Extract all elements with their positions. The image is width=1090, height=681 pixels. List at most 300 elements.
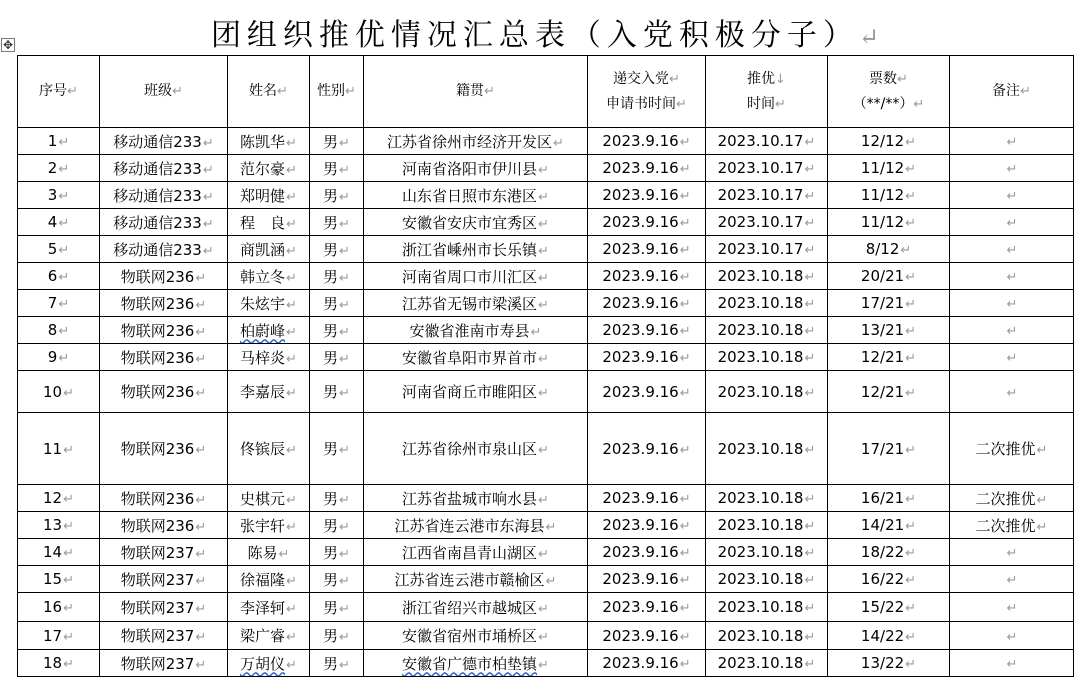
cell-gender[interactable] <box>310 413 364 485</box>
paragraph-mark-icon: ↵ <box>286 189 297 205</box>
cell-name[interactable] <box>228 512 310 539</box>
cell-apply[interactable] <box>588 209 706 236</box>
cell-apply[interactable] <box>588 128 706 155</box>
cell-name-text: 梁广睿 <box>240 627 286 645</box>
cell-apply-text: 2023.9.16 <box>602 294 679 312</box>
cell-name[interactable] <box>228 371 310 413</box>
cell-origin[interactable] <box>364 317 588 344</box>
cell-class-text: 物联网236 <box>120 489 195 508</box>
cell-votes[interactable] <box>828 566 950 593</box>
cell-class[interactable] <box>100 344 228 371</box>
cell-class-text: 移动通信233 <box>113 159 202 178</box>
cell-apply[interactable] <box>588 512 706 539</box>
cell-gender[interactable] <box>310 317 364 344</box>
cell-remark[interactable] <box>950 485 1074 512</box>
paragraph-mark-icon: ↵ <box>905 162 917 177</box>
cell-recommend-text: 2023.10.18 <box>717 267 804 285</box>
cell-class[interactable] <box>100 182 228 209</box>
cell-votes-text: 18/22 <box>860 543 905 561</box>
paragraph-mark-icon: ↵ <box>900 243 912 258</box>
paragraph-mark-icon: ↵ <box>538 297 549 313</box>
cell-gender-text: 男 <box>323 654 339 673</box>
paragraph-mark-icon: ↵ <box>58 297 70 312</box>
cell-origin-text: 安徽省广德市柏垫镇 <box>402 654 538 673</box>
cell-class[interactable] <box>100 650 228 677</box>
cell-origin[interactable] <box>364 209 588 236</box>
paragraph-mark-icon: ↵ <box>530 324 542 340</box>
cell-seq-text: 5 <box>47 240 58 258</box>
cell-name[interactable] <box>228 566 310 593</box>
cell-origin[interactable] <box>364 344 588 371</box>
cell-votes[interactable] <box>828 413 950 485</box>
cell-class[interactable] <box>100 593 228 622</box>
paragraph-mark-icon: ↵ <box>1006 135 1018 150</box>
paragraph-mark-icon: ↵ <box>858 23 880 51</box>
cell-seq[interactable] <box>18 593 100 622</box>
paragraph-mark-icon: ↵ <box>339 351 350 367</box>
paragraph-mark-icon: ↵ <box>339 297 350 313</box>
cell-votes[interactable] <box>828 593 950 622</box>
cell-remark-text: 二次推优 <box>975 516 1036 535</box>
cell-name[interactable] <box>228 622 310 650</box>
cell-votes[interactable] <box>828 317 950 344</box>
cell-apply-text: 2023.9.16 <box>602 654 679 672</box>
cell-seq-text: 7 <box>47 294 58 312</box>
cell-origin-text: 江苏省盐城市响水县 <box>402 489 538 508</box>
cell-recommend-text: 2023.10.17 <box>717 186 804 204</box>
cell-apply[interactable] <box>588 317 706 344</box>
cell-apply-text: 2023.9.16 <box>602 267 679 285</box>
cell-seq[interactable] <box>18 566 100 593</box>
cell-apply[interactable] <box>588 650 706 677</box>
paragraph-mark-icon: ↵ <box>679 519 691 534</box>
cell-gender[interactable] <box>310 182 364 209</box>
paragraph-mark-icon: ↵ <box>195 519 207 535</box>
paragraph-mark-icon: ↵ <box>538 189 549 205</box>
cell-gender[interactable] <box>310 593 364 622</box>
cell-apply[interactable] <box>588 344 706 371</box>
cell-class[interactable] <box>100 371 228 413</box>
cell-origin-text: 浙江省绍兴市越城区 <box>402 598 538 617</box>
cell-votes[interactable] <box>828 512 950 539</box>
cell-name-text: 史棋元 <box>240 489 286 508</box>
paragraph-mark-icon: ↵ <box>286 519 297 535</box>
table-row <box>18 413 1074 485</box>
cell-recommend[interactable] <box>706 236 828 263</box>
cell-gender[interactable] <box>310 128 364 155</box>
cell-name[interactable] <box>228 155 310 182</box>
cell-name-text: 程 良 <box>240 213 286 232</box>
paragraph-mark-icon: ↵ <box>195 657 207 673</box>
cell-recommend[interactable] <box>706 317 828 344</box>
cell-remark[interactable] <box>950 317 1074 344</box>
cell-class[interactable] <box>100 128 228 155</box>
cell-apply[interactable] <box>588 263 706 290</box>
paragraph-mark-icon: ↵ <box>58 270 70 285</box>
cell-seq[interactable] <box>18 236 100 263</box>
cell-remark[interactable] <box>950 263 1074 290</box>
cell-name[interactable] <box>228 290 310 317</box>
table-row <box>18 539 1074 566</box>
paragraph-mark-icon: ↵ <box>339 443 350 458</box>
cell-gender-text: 男 <box>323 240 339 259</box>
table-row <box>18 128 1074 155</box>
header-origin: 籍贯↵ <box>364 56 588 128</box>
cell-recommend[interactable] <box>706 512 828 539</box>
paragraph-mark-icon: ↵ <box>339 601 350 617</box>
cell-name-text: 朱炫宇 <box>240 294 286 313</box>
paragraph-mark-icon: ↵ <box>679 629 691 645</box>
cell-class[interactable] <box>100 485 228 512</box>
cell-seq[interactable] <box>18 413 100 485</box>
cell-recommend[interactable] <box>706 593 828 622</box>
cell-votes-text: 16/21 <box>860 489 905 507</box>
paragraph-mark-icon: ↵ <box>286 243 297 259</box>
cell-recommend[interactable] <box>706 182 828 209</box>
cell-votes[interactable] <box>828 371 950 413</box>
paragraph-mark-icon: ↵ <box>58 189 70 204</box>
cell-class[interactable] <box>100 155 228 182</box>
cell-name[interactable] <box>228 209 310 236</box>
cell-apply[interactable] <box>588 182 706 209</box>
cell-votes-text: 17/21 <box>860 439 905 458</box>
cell-remark[interactable] <box>950 128 1074 155</box>
cell-seq[interactable] <box>18 209 100 236</box>
cell-origin[interactable] <box>364 512 588 539</box>
cell-remark[interactable] <box>950 290 1074 317</box>
cell-gender-text: 男 <box>323 186 339 205</box>
cell-gender[interactable] <box>310 209 364 236</box>
cell-seq-text: 18 <box>43 654 63 672</box>
cell-seq-text: 12 <box>43 489 63 507</box>
cell-origin[interactable] <box>364 263 588 290</box>
cell-remark[interactable] <box>950 622 1074 650</box>
cell-apply[interactable] <box>588 539 706 566</box>
cell-gender[interactable] <box>310 290 364 317</box>
cell-class[interactable] <box>100 209 228 236</box>
cell-seq[interactable] <box>18 344 100 371</box>
paragraph-mark-icon: ↵ <box>58 162 70 177</box>
paragraph-mark-icon: ↵ <box>679 601 691 616</box>
cell-class[interactable] <box>100 539 228 566</box>
cell-name-text: 陈易 <box>247 543 278 562</box>
header-apply-time: 递交入党↵ 申请书时间↵ <box>588 56 706 128</box>
cell-seq-text: 15 <box>43 570 63 588</box>
cell-recommend[interactable] <box>706 371 828 413</box>
cell-seq-text: 16 <box>43 598 63 616</box>
cell-name[interactable] <box>228 539 310 566</box>
paragraph-mark-icon: ↵ <box>63 657 74 672</box>
cell-recommend[interactable] <box>706 263 828 290</box>
cell-name[interactable] <box>228 413 310 485</box>
paragraph-mark-icon: ↵ <box>1006 243 1018 258</box>
cell-origin[interactable] <box>364 593 588 622</box>
cell-votes[interactable] <box>828 155 950 182</box>
cell-apply-text: 2023.9.16 <box>602 240 679 258</box>
cell-origin-text: 江苏省徐州市泉山区 <box>402 440 538 458</box>
paragraph-mark-icon: ↵ <box>339 492 350 508</box>
cell-apply-text: 2023.9.16 <box>602 321 679 339</box>
cell-gender-text: 男 <box>323 294 339 313</box>
cell-class[interactable] <box>100 566 228 593</box>
cell-apply[interactable] <box>588 413 706 485</box>
cell-origin[interactable] <box>364 182 588 209</box>
paragraph-mark-icon: ↵ <box>905 297 917 312</box>
cell-seq[interactable] <box>18 290 100 317</box>
cell-apply[interactable] <box>588 593 706 622</box>
cell-apply[interactable] <box>588 485 706 512</box>
cell-apply[interactable] <box>588 566 706 593</box>
cell-remark[interactable] <box>950 371 1074 413</box>
cell-seq[interactable] <box>18 128 100 155</box>
cell-remark[interactable] <box>950 566 1074 593</box>
paragraph-mark-icon: ↵ <box>286 386 297 401</box>
cell-remark[interactable] <box>950 236 1074 263</box>
cell-origin[interactable] <box>364 485 588 512</box>
cell-class[interactable] <box>100 622 228 650</box>
cell-class[interactable] <box>100 263 228 290</box>
cell-gender-text: 男 <box>323 627 339 645</box>
cell-gender[interactable] <box>310 263 364 290</box>
cell-recommend[interactable] <box>706 155 828 182</box>
cell-gender-text: 男 <box>323 348 339 367</box>
cell-origin-text: 江西省南昌青山湖区 <box>402 543 538 562</box>
cell-origin[interactable] <box>364 622 588 650</box>
cell-origin[interactable] <box>364 371 588 413</box>
cell-class[interactable] <box>100 317 228 344</box>
cell-seq[interactable] <box>18 371 100 413</box>
cell-apply[interactable] <box>588 236 706 263</box>
cell-class[interactable] <box>100 290 228 317</box>
cell-seq[interactable] <box>18 317 100 344</box>
cell-votes[interactable] <box>828 622 950 650</box>
cell-remark[interactable] <box>950 344 1074 371</box>
paragraph-mark-icon: ↵ <box>202 189 214 205</box>
cell-origin-text: 安徽省安庆市宜秀区 <box>402 213 538 232</box>
cell-seq[interactable] <box>18 650 100 677</box>
cell-votes-text: 20/21 <box>860 267 905 285</box>
paragraph-mark-icon: ↵ <box>538 601 549 617</box>
cell-origin[interactable] <box>364 539 588 566</box>
paragraph-mark-icon: ↵ <box>679 297 691 312</box>
cell-class-text: 物联网236 <box>120 294 195 313</box>
paragraph-mark-icon: ↵ <box>58 135 70 150</box>
table-row <box>18 182 1074 209</box>
cell-origin[interactable] <box>364 128 588 155</box>
cell-origin[interactable] <box>364 650 588 677</box>
cell-origin[interactable] <box>364 155 588 182</box>
paragraph-mark-icon: ↵ <box>679 385 691 401</box>
header-name: 姓名↵ <box>228 56 310 128</box>
paragraph-mark-icon: ↵ <box>905 442 917 458</box>
paragraph-mark-icon: ↵ <box>63 442 74 458</box>
paragraph-mark-icon: ↵ <box>195 601 207 617</box>
cell-gender[interactable] <box>310 236 364 263</box>
cell-recommend[interactable] <box>706 209 828 236</box>
paragraph-mark-icon: ↵ <box>905 189 917 204</box>
cell-recommend-text: 2023.10.18 <box>717 516 804 534</box>
cell-recommend[interactable] <box>706 539 828 566</box>
cell-name-text: 郑明健 <box>240 186 286 205</box>
cell-name[interactable] <box>228 182 310 209</box>
cell-recommend[interactable] <box>706 290 828 317</box>
cell-seq[interactable] <box>18 622 100 650</box>
cell-name[interactable] <box>228 263 310 290</box>
cell-class[interactable] <box>100 236 228 263</box>
paragraph-mark-icon: ↵ <box>202 135 214 151</box>
cell-remark[interactable] <box>950 413 1074 485</box>
cell-votes[interactable] <box>828 263 950 290</box>
cell-apply-text: 2023.9.16 <box>602 570 679 588</box>
cell-recommend-text: 2023.10.18 <box>717 348 804 366</box>
cell-class[interactable] <box>100 512 228 539</box>
cell-class-text: 物联网236 <box>120 516 195 535</box>
cell-votes[interactable] <box>828 236 950 263</box>
cell-name[interactable] <box>228 344 310 371</box>
cell-apply-text: 2023.9.16 <box>602 382 679 401</box>
table-move-handle-icon[interactable]: ✥ <box>2 38 14 52</box>
paragraph-mark-icon: ↵ <box>804 216 816 231</box>
paragraph-mark-icon: ↵ <box>804 270 816 285</box>
paragraph-mark-icon: ↵ <box>538 243 549 259</box>
paragraph-mark-icon: ↵ <box>905 629 917 645</box>
cell-votes[interactable] <box>828 182 950 209</box>
cell-origin[interactable] <box>364 566 588 593</box>
paragraph-mark-icon: ↵ <box>538 657 549 673</box>
header-votes: 票数↵ （**/**）↵ <box>828 56 950 128</box>
cell-recommend-text: 2023.10.18 <box>717 543 804 561</box>
cell-recommend[interactable] <box>706 650 828 677</box>
cell-remark[interactable] <box>950 650 1074 677</box>
cell-recommend[interactable] <box>706 344 828 371</box>
cell-remark[interactable] <box>950 593 1074 622</box>
paragraph-mark-icon: ↵ <box>339 657 350 673</box>
cell-votes-text: 13/22 <box>860 654 905 672</box>
cell-apply[interactable] <box>588 371 706 413</box>
cell-votes[interactable] <box>828 128 950 155</box>
cell-class-text: 物联网236 <box>120 348 195 367</box>
paragraph-mark-icon: ↵ <box>679 189 691 204</box>
cell-seq[interactable] <box>18 155 100 182</box>
cell-gender[interactable] <box>310 485 364 512</box>
cell-votes[interactable] <box>828 344 950 371</box>
cell-name[interactable] <box>228 593 310 622</box>
cell-gender[interactable] <box>310 344 364 371</box>
cell-votes-text: 14/22 <box>860 626 905 645</box>
table-row <box>18 650 1074 677</box>
cell-remark[interactable] <box>950 182 1074 209</box>
paragraph-mark-icon: ↵ <box>195 386 207 401</box>
cell-recommend-text: 2023.10.18 <box>717 489 804 507</box>
cell-gender[interactable] <box>310 566 364 593</box>
paragraph-mark-icon: ↵ <box>679 135 691 150</box>
cell-class-text: 移动通信233 <box>113 132 202 151</box>
cell-name[interactable] <box>228 317 310 344</box>
table-row <box>18 593 1074 622</box>
cell-seq[interactable] <box>18 539 100 566</box>
cell-gender[interactable] <box>310 155 364 182</box>
cell-remark[interactable] <box>950 209 1074 236</box>
paragraph-mark-icon: ↵ <box>202 243 214 259</box>
cell-votes-text: 11/12 <box>860 213 905 231</box>
cell-name[interactable] <box>228 650 310 677</box>
paragraph-mark-icon: ↵ <box>905 519 917 534</box>
paragraph-mark-icon: ↵ <box>339 324 350 340</box>
cell-name-text: 张宇轩 <box>240 516 286 535</box>
cell-recommend[interactable] <box>706 413 828 485</box>
cell-apply-text: 2023.9.16 <box>602 626 679 645</box>
table-row <box>18 209 1074 236</box>
cell-recommend[interactable] <box>706 622 828 650</box>
paragraph-mark-icon: ↵ <box>58 216 70 231</box>
cell-votes[interactable] <box>828 209 950 236</box>
cell-recommend[interactable] <box>706 485 828 512</box>
cell-seq[interactable] <box>18 182 100 209</box>
cell-gender[interactable] <box>310 650 364 677</box>
cell-class[interactable] <box>100 413 228 485</box>
cell-origin[interactable] <box>364 413 588 485</box>
cell-name[interactable] <box>228 128 310 155</box>
cell-apply[interactable] <box>588 622 706 650</box>
cell-seq[interactable] <box>18 512 100 539</box>
cell-remark[interactable] <box>950 155 1074 182</box>
paragraph-mark-icon: ↵ <box>538 351 549 367</box>
cell-recommend[interactable] <box>706 566 828 593</box>
paragraph-mark-icon: ↵ <box>804 385 816 401</box>
cell-gender[interactable] <box>310 512 364 539</box>
cell-votes[interactable] <box>828 539 950 566</box>
cell-seq[interactable] <box>18 263 100 290</box>
paragraph-mark-icon: ↵ <box>63 573 74 588</box>
cell-apply[interactable] <box>588 155 706 182</box>
cell-seq-text: 11 <box>43 439 63 458</box>
paragraph-mark-icon: ↵ <box>1006 601 1018 616</box>
cell-recommend[interactable] <box>706 128 828 155</box>
cell-class-text: 物联网237 <box>120 543 195 562</box>
cell-votes[interactable] <box>828 485 950 512</box>
cell-remark[interactable] <box>950 512 1074 539</box>
paragraph-mark-icon: ↵ <box>538 546 549 562</box>
cell-gender[interactable] <box>310 622 364 650</box>
cell-remark[interactable] <box>950 539 1074 566</box>
cell-origin[interactable] <box>364 236 588 263</box>
cell-origin[interactable] <box>364 290 588 317</box>
paragraph-mark-icon: ↵ <box>905 546 917 561</box>
paragraph-mark-icon: ↵ <box>804 573 816 588</box>
cell-recommend-text: 2023.10.18 <box>717 321 804 339</box>
paragraph-mark-icon: ↵ <box>804 162 816 177</box>
cell-gender[interactable] <box>310 371 364 413</box>
cell-seq[interactable] <box>18 485 100 512</box>
cell-votes[interactable] <box>828 650 950 677</box>
cell-name[interactable] <box>228 485 310 512</box>
cell-votes[interactable] <box>828 290 950 317</box>
cell-name[interactable] <box>228 236 310 263</box>
cell-name-text: 李嘉辰 <box>240 383 286 401</box>
paragraph-mark-icon: ↵ <box>679 573 691 588</box>
cell-gender-text: 男 <box>323 267 339 286</box>
paragraph-mark-icon: ↵ <box>286 573 297 589</box>
cell-gender[interactable] <box>310 539 364 566</box>
header-gender: 性别↵ <box>310 56 364 128</box>
cell-recommend-text: 2023.10.17 <box>717 132 804 150</box>
cell-apply[interactable] <box>588 290 706 317</box>
paragraph-mark-icon: ↵ <box>339 546 350 562</box>
cell-gender-text: 男 <box>323 489 339 508</box>
table-row <box>18 290 1074 317</box>
paragraph-mark-icon: ↵ <box>545 573 557 589</box>
paragraph-mark-icon: ↵ <box>679 492 691 507</box>
